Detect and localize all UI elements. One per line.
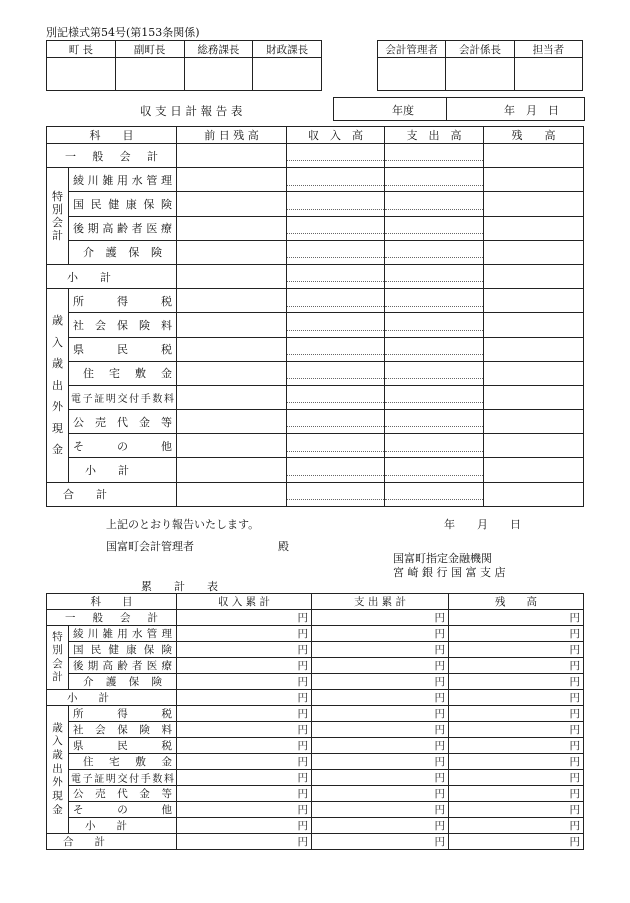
cell[interactable] [177, 337, 287, 361]
cum-cell[interactable]: 円 [449, 706, 584, 722]
cum-cell[interactable]: 円 [449, 738, 584, 754]
cell[interactable] [177, 168, 287, 192]
cum-cell[interactable]: 円 [449, 754, 584, 770]
cum-cell[interactable]: 円 [177, 658, 312, 674]
cell[interactable] [177, 264, 287, 288]
fiscal-year-label: 年度 [392, 104, 414, 117]
cum-cell[interactable]: 円 [177, 834, 312, 850]
cell[interactable] [385, 264, 484, 288]
special-account-label: 特 別 会 計 [47, 168, 69, 265]
header-balance: 残 高 [484, 127, 584, 144]
cell[interactable] [484, 361, 584, 385]
cell[interactable] [484, 482, 584, 506]
cell[interactable] [385, 361, 484, 385]
cell[interactable] [287, 264, 385, 288]
header-income: 収 入 高 [287, 127, 385, 144]
cum-cell[interactable]: 円 [312, 642, 449, 658]
row-total: 合 計 [47, 482, 177, 506]
cum-cell[interactable]: 円 [312, 674, 449, 690]
cum-cell[interactable]: 円 [312, 770, 449, 786]
bank-line-2: 宮 崎 銀 行 国 富 支 店 [393, 566, 506, 579]
cum-row-special-1: 国民健康保険 [69, 642, 177, 658]
row-special-0: 綾川雑用水管理 [69, 168, 177, 192]
seal-box[interactable] [115, 58, 184, 91]
cum-header-account: 科 目 [47, 594, 177, 610]
cum-cell[interactable]: 円 [177, 690, 312, 706]
cell[interactable] [385, 337, 484, 361]
cell[interactable] [287, 192, 385, 216]
row-cash-5: 公売代金等 [69, 410, 177, 434]
cum-cell[interactable]: 円 [312, 818, 449, 834]
cum-row-general: 一般会計 [47, 610, 177, 626]
cell[interactable] [484, 144, 584, 168]
cell[interactable] [177, 361, 287, 385]
cell[interactable] [484, 410, 584, 434]
row-cash-6: その他 [69, 434, 177, 458]
cum-cell[interactable]: 円 [449, 770, 584, 786]
cum-cell[interactable]: 円 [177, 706, 312, 722]
cum-cell[interactable]: 円 [449, 722, 584, 738]
cell[interactable] [385, 434, 484, 458]
sign-label: 財政課長 [253, 41, 322, 58]
cum-cell[interactable]: 円 [312, 786, 449, 802]
cum-cell[interactable]: 円 [177, 738, 312, 754]
cum-row-cash-4: 電子証明交付手数料 [69, 770, 177, 786]
cum-cell[interactable]: 円 [177, 818, 312, 834]
cell[interactable] [484, 434, 584, 458]
cell[interactable] [385, 482, 484, 506]
cell[interactable] [177, 385, 287, 409]
cumulative-table [46, 593, 584, 850]
cum-cell[interactable]: 円 [312, 610, 449, 626]
cell[interactable] [385, 192, 484, 216]
row-special-1: 国民健康保険 [69, 192, 177, 216]
cum-row-special-3: 介護保険 [69, 674, 177, 690]
cell[interactable] [484, 240, 584, 264]
form-title: 別記様式第54号(第153条関係) [46, 26, 200, 39]
report-statement: 上記のとおり報告いたします。 [106, 518, 260, 531]
cell[interactable] [287, 337, 385, 361]
cum-cell[interactable]: 円 [177, 722, 312, 738]
row-special-2: 後期高齢者医療 [69, 216, 177, 240]
cell[interactable] [287, 289, 385, 313]
cum-row-cash-6: その他 [69, 802, 177, 818]
cum-cell[interactable]: 円 [312, 706, 449, 722]
cell[interactable] [287, 361, 385, 385]
cell[interactable] [287, 168, 385, 192]
cum-cell[interactable]: 円 [449, 642, 584, 658]
cum-special-label: 特 別 会 計 [47, 626, 69, 690]
cell[interactable] [177, 482, 287, 506]
row-cash-0: 所得税 [69, 289, 177, 313]
row-cash-1: 社会保険料 [69, 313, 177, 337]
row-cash-3: 住宅敷金 [69, 361, 177, 385]
cell[interactable] [177, 192, 287, 216]
cum-cell[interactable]: 円 [177, 626, 312, 642]
cell[interactable] [177, 410, 287, 434]
cum-cell[interactable]: 円 [177, 754, 312, 770]
row-special-3: 介護保険 [69, 240, 177, 264]
cell[interactable] [484, 289, 584, 313]
cum-cell[interactable]: 円 [177, 770, 312, 786]
cell[interactable] [287, 240, 385, 264]
cum-header-balance: 残 高 [449, 594, 584, 610]
report-title: 収 支 日 計 報 告 表 [140, 104, 243, 118]
cell[interactable] [177, 289, 287, 313]
header-expense: 支 出 高 [385, 127, 484, 144]
seal-box[interactable] [47, 58, 116, 91]
cell[interactable] [287, 144, 385, 168]
cell[interactable] [484, 337, 584, 361]
report-date-label: 年 月 日 [504, 104, 559, 117]
cum-cell[interactable]: 円 [177, 610, 312, 626]
approval-box-right [377, 40, 583, 91]
cum-header-expense: 支 出 累 計 [312, 594, 449, 610]
cum-header-income: 収 入 累 計 [177, 594, 312, 610]
cell[interactable] [287, 434, 385, 458]
cum-cell[interactable]: 円 [177, 642, 312, 658]
cell[interactable] [287, 410, 385, 434]
cum-cell[interactable]: 円 [312, 690, 449, 706]
cash-label: 歳 入 歳 出 外 現 金 [47, 289, 69, 483]
row-cash-2: 県民税 [69, 337, 177, 361]
seal-box[interactable] [378, 58, 446, 91]
cell[interactable] [177, 458, 287, 482]
cell[interactable] [385, 144, 484, 168]
cell[interactable] [177, 216, 287, 240]
cell[interactable] [385, 289, 484, 313]
cell[interactable] [385, 313, 484, 337]
cum-row-cash-5: 公売代金等 [69, 786, 177, 802]
sign-label: 会計管理者 [378, 41, 446, 58]
sign-label: 町 長 [47, 41, 116, 58]
cum-cell[interactable]: 円 [449, 818, 584, 834]
cum-cell[interactable]: 円 [312, 626, 449, 642]
cell[interactable] [287, 313, 385, 337]
cum-cell[interactable]: 円 [177, 674, 312, 690]
addressee: 国富町会計管理者 [106, 540, 194, 553]
cumulative-title: 累 計 表 [141, 580, 218, 593]
row-subtotal: 小 計 [47, 264, 177, 288]
header-account: 科 目 [47, 127, 177, 144]
cum-cash-label: 歳 入 歳 出 外 現 金 [47, 706, 69, 834]
report-date[interactable]: 年 月 日 [444, 518, 521, 531]
cum-cell[interactable]: 円 [449, 834, 584, 850]
cum-row-subtotal: 小 計 [47, 690, 177, 706]
honorific: 殿 [278, 540, 289, 553]
seal-box[interactable] [253, 58, 322, 91]
cum-row-cash-1: 社会保険料 [69, 722, 177, 738]
cum-row-total: 合 計 [47, 834, 177, 850]
cum-row-special-2: 後期高齢者医療 [69, 658, 177, 674]
cum-cell[interactable]: 円 [449, 658, 584, 674]
cell[interactable] [385, 385, 484, 409]
cum-cell[interactable]: 円 [449, 610, 584, 626]
cum-cell[interactable]: 円 [449, 690, 584, 706]
cum-cell[interactable]: 円 [312, 802, 449, 818]
cell[interactable] [385, 168, 484, 192]
cell[interactable] [484, 216, 584, 240]
cum-cell[interactable]: 円 [449, 786, 584, 802]
cum-row-cash-0: 所得税 [69, 706, 177, 722]
seal-box[interactable] [446, 58, 514, 91]
cell[interactable] [287, 385, 385, 409]
cum-row-cash-subtotal: 小 計 [69, 818, 177, 834]
cell[interactable] [484, 168, 584, 192]
special-char: 特 [52, 189, 63, 203]
cell[interactable] [484, 458, 584, 482]
cum-cell[interactable]: 円 [312, 658, 449, 674]
seal-box[interactable] [514, 58, 582, 91]
cell[interactable] [177, 240, 287, 264]
row-cash-subtotal: 小 計 [69, 458, 177, 482]
sign-label: 副町長 [115, 41, 184, 58]
cum-row-cash-2: 県民税 [69, 738, 177, 754]
cell[interactable] [484, 385, 584, 409]
daily-report-table [46, 126, 584, 507]
cum-cell[interactable]: 円 [312, 834, 449, 850]
cum-cell[interactable]: 円 [177, 802, 312, 818]
sign-label: 総務課長 [184, 41, 253, 58]
cell[interactable] [385, 216, 484, 240]
cell[interactable] [177, 144, 287, 168]
cell[interactable] [287, 216, 385, 240]
sign-label: 担当者 [514, 41, 582, 58]
cell[interactable] [385, 458, 484, 482]
sign-label: 会計係長 [446, 41, 514, 58]
cum-row-cash-3: 住宅敷金 [69, 754, 177, 770]
row-cash-4: 電子証明交付手数料 [69, 385, 177, 409]
cell[interactable] [385, 410, 484, 434]
cell[interactable] [177, 313, 287, 337]
cum-cell[interactable]: 円 [312, 754, 449, 770]
row-general: 一般会計 [47, 144, 177, 168]
date-box[interactable] [333, 97, 585, 121]
header-prev-balance: 前 日 残 高 [177, 127, 287, 144]
cell[interactable] [385, 240, 484, 264]
cum-row-special-0: 綾川雑用水管理 [69, 626, 177, 642]
cum-cell[interactable]: 円 [177, 786, 312, 802]
seal-box[interactable] [184, 58, 253, 91]
cell[interactable] [287, 482, 385, 506]
cum-cell[interactable]: 円 [449, 674, 584, 690]
cell[interactable] [177, 434, 287, 458]
cum-cell[interactable]: 円 [312, 738, 449, 754]
cell[interactable] [484, 313, 584, 337]
bank-line-1: 国富町指定金融機関 [393, 552, 492, 565]
cell[interactable] [484, 264, 584, 288]
cell[interactable] [484, 192, 584, 216]
cum-cell[interactable]: 円 [449, 626, 584, 642]
cell[interactable] [287, 458, 385, 482]
cum-cell[interactable]: 円 [449, 802, 584, 818]
cum-cell[interactable]: 円 [312, 722, 449, 738]
approval-box-left [46, 40, 322, 91]
